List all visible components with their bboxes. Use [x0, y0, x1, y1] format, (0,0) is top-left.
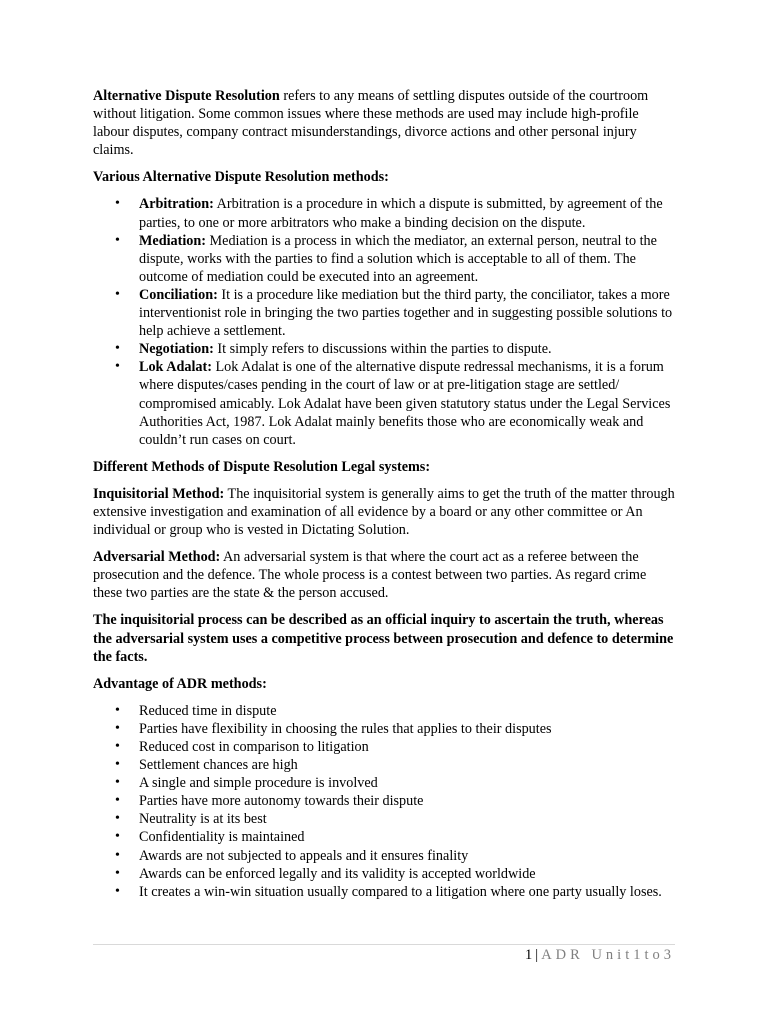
bullet-icon: •: [115, 286, 120, 302]
list-item: • Parties have flexibility in choosing the rules that applies to their disputes: [115, 720, 552, 737]
bullet-icon: •: [115, 847, 120, 863]
bullet-icon: •: [115, 196, 120, 212]
bullet-icon: •: [115, 702, 120, 718]
systems-heading: Different Methods of Dispute Resolution Legal systems:: [93, 458, 431, 475]
bullet-icon: •: [115, 341, 120, 357]
footer-title: ADR Unit1to3: [541, 947, 675, 963]
bullet-icon: •: [115, 359, 120, 375]
footer-divider: [93, 944, 675, 945]
list-item: • A single and simple procedure is involved: [115, 775, 378, 792]
intro-term: Alternative Dispute Resolution: [93, 88, 280, 104]
list-item: • Reduced time in dispute: [115, 702, 277, 719]
list-item: • Parties have more autonomy towards their dispute: [115, 793, 424, 810]
bullet-icon: •: [115, 829, 120, 845]
intro-text: refers to any means of settling disputes outside of the courtroom without litigation. Some common issues where these methods are used may include high-profile labour disputes, company contract misunderstandings, divorce actions and other personal injury claims.: [93, 88, 649, 159]
bullet-icon: •: [115, 757, 120, 773]
methods-list: [93, 195, 675, 448]
bullet-icon: •: [115, 775, 120, 791]
bullet-icon: •: [115, 232, 120, 248]
list-item: • Mediation: Mediation is a process in which the mediator, an external person, neutral to the dispute, works with the parties to find a solution which is acceptable to all of them. The outcome of mediation could be executed into an agreement.: [115, 232, 657, 285]
page-number: 1: [525, 947, 533, 963]
comparison-paragraph: The inquisitorial process can be described as an official inquiry to ascertain the truth, whereas the adversarial system uses a competitive process between prosecution and defence to determine the facts.: [93, 612, 674, 665]
bullet-icon: •: [115, 793, 120, 809]
list-item: • Lok Adalat: Lok Adalat is one of the alternative dispute redressal mechanisms, it is a forum where disputes/cases pending in the court of law or at pre-litigation stage are settled/ compromised amicably. Lok Adalat have been given statutory status under the Legal Services Authorities Act, 1987. Lok Adalat mainly benefits those who are economically weak and couldn’t run cases on court.: [115, 359, 671, 448]
advantages-list: [93, 702, 675, 901]
list-item: • Negotiation: It simply refers to discussions within the parties to dispute.: [115, 341, 552, 358]
bullet-icon: •: [115, 865, 120, 881]
inquisitorial-paragraph: Inquisitorial Method: The inquisitorial system is generally aims to get the truth of the matter through extensive investigation and examination of all evidence by a board or any other committee or An individual or group who is vested in Dictating Solution.: [93, 485, 675, 539]
advantages-heading: Advantage of ADR methods:: [93, 675, 267, 692]
methods-heading: Various Alternative Dispute Resolution methods:: [93, 169, 389, 186]
list-item: • Arbitration: Arbitration is a procedure in which a dispute is submitted, by agreement of the parties, to one or more arbitrators who make a binding decision on the dispute.: [115, 196, 663, 231]
list-item: • It creates a win-win situation usually compared to a litigation where one party usually loses.: [115, 883, 662, 900]
bullet-icon: •: [115, 811, 120, 827]
page-footer: [525, 947, 675, 964]
bullet-icon: •: [115, 720, 120, 736]
adversarial-paragraph: Adversarial Method: An adversarial system is that where the court act as a referee between the prosecution and the defence. The whole process is a contest between two parties. As regard crime these two parties are the state & the person accused.: [93, 549, 647, 602]
list-item: • Neutrality is at its best: [115, 811, 267, 828]
list-item: • Awards can be enforced legally and its validity is accepted worldwide: [115, 865, 536, 882]
bullet-icon: •: [115, 739, 120, 754]
list-item: • Reduced cost in comparison to litigation: [115, 739, 369, 755]
intro-paragraph: [93, 87, 675, 159]
list-item: • Awards are not subjected to appeals and it ensures finality: [115, 847, 469, 864]
document-page: [93, 87, 675, 910]
list-item: • Settlement chances are high: [115, 757, 298, 774]
list-item: • Confidentiality is maintained: [115, 829, 305, 846]
list-item: • Conciliation: It is a procedure like mediation but the third party, the conciliator, takes a more interventionist role in bringing the two parties together and in suggesting possible solutions to help achieve a settlement.: [115, 286, 673, 340]
footer-separator: |: [535, 947, 539, 963]
bullet-icon: •: [115, 883, 120, 899]
